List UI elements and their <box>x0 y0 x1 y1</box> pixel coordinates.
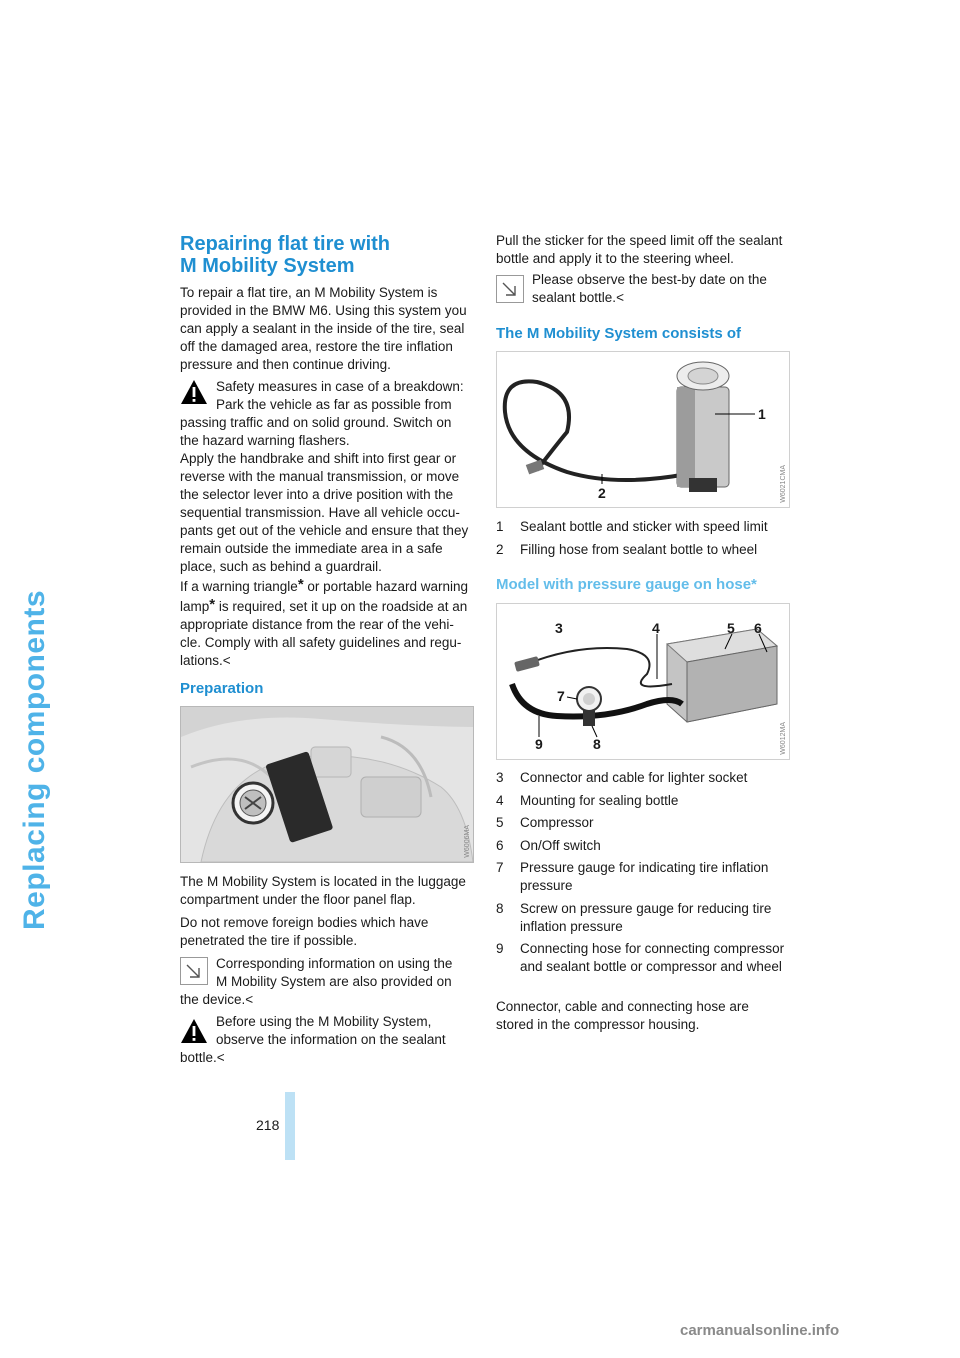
option-star: * <box>297 576 304 593</box>
option-star: * <box>209 596 216 613</box>
warning-triangle-icon <box>180 1017 208 1045</box>
list-item: 5 Compressor <box>496 815 594 830</box>
safety-note: Safety measures in case of a breakdown: Park the vehicle as far as possible from passing traffic and on solid ground. Switch on the hazard warning flashers. Apply the handbrake and shift into first gear or reverse with the manual transmission, or move the selector lever into a drive position with the sequential transmission. Have all vehicle occu- pants get out of the vehicle and ensure that they remain outside the immediate area in a safe place, such as behind a guardrail. If a warning triangle* or portable hazard warning lamp* is required, set it up on the roadside at an appropriate distance from the rear of the vehi- cle. Comply with all safety guidelines and regu- lations.< <box>180 379 469 668</box>
device-info-note: Corresponding information on using the M Mobility System are also provided on the device.< <box>180 956 453 1007</box>
callout-8: 8 <box>593 736 601 752</box>
components-list <box>496 518 790 563</box>
end-mark: < <box>245 992 254 1007</box>
chapter-tab <box>18 230 58 930</box>
best-by-note: Please observe the best-by date on the sealant bottle.< <box>496 271 790 307</box>
list-item: 8 Screw on pressure gauge for reducing tire inflation pressure <box>496 900 772 934</box>
trunk-photo <box>180 706 474 863</box>
figure-code: W6021CMA <box>780 465 787 503</box>
gauge-model-heading: Model with pressure gauge on hose* <box>496 576 757 593</box>
end-mark: < <box>616 290 624 305</box>
callout-3: 3 <box>555 620 563 636</box>
list-item: 6 On/Off switch <box>496 837 601 853</box>
callout-4: 4 <box>652 620 660 636</box>
page-number: 218 <box>256 1117 280 1133</box>
trunk-illustration <box>181 707 473 862</box>
page-bar <box>285 1092 295 1160</box>
list-item: 3 Connector and cable for lighter socket <box>496 770 748 785</box>
intro-paragraph: To repair a flat tire, an M Mobility System is provided in the BMW M6. Using this system you can apply a sealant in the inside of the tire, seal off the damaged area, restore the tire inflation pressure and then continue driving. <box>180 285 467 372</box>
callout-5: 5 <box>727 620 735 636</box>
list-item: 9 Connecting hose for connecting compressor and sealant bottle or compressor and wheel <box>496 941 785 974</box>
list-item: 2 Filling hose from sealant bottle to wheel <box>496 541 758 557</box>
end-mark: < <box>222 653 231 668</box>
list-item: 7 Pressure gauge for indicating tire inflation pressure <box>496 860 769 893</box>
location-paragraph: The M Mobility System is located in the luggage compartment under the floor panel flap. <box>180 874 466 907</box>
sealant-bottle-illustration <box>497 352 789 507</box>
chapter-tab-label: Replacing components <box>18 589 51 930</box>
section-title: Repairing flat tire with M Mobility System <box>180 233 391 277</box>
compressor-figure <box>496 603 790 760</box>
figure-code: W6012MA <box>780 722 787 755</box>
callout-1: 1 <box>758 406 766 422</box>
sticker-paragraph: Pull the sticker for the speed limit off the sealant bottle and apply it to the steering wheel. <box>496 233 783 266</box>
consists-heading: The M Mobility System consists of <box>496 325 742 342</box>
preparation-heading: Preparation <box>180 680 264 697</box>
foreign-bodies-paragraph: Do not remove foreign bodies which have penetrated the tire if possible. <box>180 915 429 948</box>
list-item: 1 Sealant bottle and sticker with speed limit <box>496 519 768 534</box>
list-item: 4 Mounting for sealing bottle <box>496 792 679 808</box>
storage-paragraph: Connector, cable and connecting hose are stored in the compressor housing. <box>496 999 749 1032</box>
gauge-model-list <box>496 769 790 981</box>
watermark: carmanualsonline.info <box>680 1322 840 1339</box>
sealant-warning-note: Before using the M Mobility System, observe the information on the sealant bottle.< <box>180 1014 446 1065</box>
photo-code: W6006MA <box>464 825 471 858</box>
callout-7: 7 <box>557 688 565 704</box>
end-mark: < <box>216 1050 225 1065</box>
warning-triangle-icon <box>180 378 208 406</box>
callout-9: 9 <box>535 736 543 752</box>
note-arrow-icon <box>496 275 524 303</box>
note-arrow-icon <box>180 957 208 985</box>
sealant-bottle-figure <box>496 351 790 508</box>
callout-6: 6 <box>754 620 762 636</box>
callout-2: 2 <box>598 485 606 501</box>
